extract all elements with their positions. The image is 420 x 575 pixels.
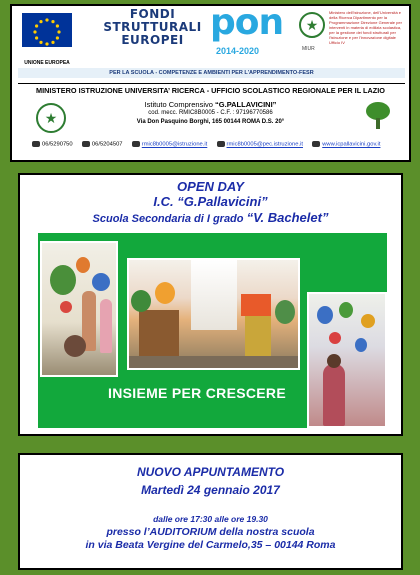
institute-name: I.C. “G.Pallavicini” bbox=[153, 194, 268, 209]
fondi-line: STRUTTURALI bbox=[103, 20, 202, 34]
school-line bbox=[20, 210, 401, 225]
appointment-time: dalle ore 17:30 alle ore 19.30 bbox=[153, 514, 268, 524]
appointment-box bbox=[18, 453, 403, 570]
email-link[interactable]: rmic8b0005@istruzione.it bbox=[141, 141, 208, 148]
fax-number: 06/5204507 bbox=[91, 141, 123, 148]
school-type: Istituto Comprensivo bbox=[144, 100, 213, 109]
eu-label: UNIONE EUROPEA bbox=[24, 60, 70, 66]
eu-logo bbox=[18, 10, 76, 72]
letterhead bbox=[10, 4, 411, 162]
eu-flag-icon bbox=[22, 13, 72, 47]
italian-republic-emblem-icon: ★ bbox=[299, 12, 325, 38]
email-icon bbox=[132, 141, 140, 147]
fax-icon bbox=[82, 141, 90, 147]
school-header bbox=[12, 100, 409, 109]
school-name: “G.PALLAVICINI” bbox=[215, 100, 277, 109]
secondary-school-name: “V. Bachelet” bbox=[246, 210, 329, 225]
ministry-line: MINISTERO ISTRUZIONE UNIVERSITA’ RICERCA - UFFICIO SCOLASTICO REGIONALE PER IL LAZIO bbox=[36, 86, 385, 95]
pon-logo bbox=[208, 2, 293, 62]
school-codes: cod. mecc. RMIC8B0005 - C.F. : 97196770586 bbox=[148, 110, 273, 116]
school-prefix: Scuola Secondaria di I grado bbox=[92, 213, 244, 225]
school-address: Via Don Pasquino Borghi, 165 00144 ROMA D.S. 20° bbox=[136, 119, 285, 125]
photo-panel bbox=[38, 233, 387, 428]
fondi-line: EUROPEI bbox=[121, 33, 184, 47]
ministero-small-text: Ministero dell'Istruzione, dell'Università e della Ricerca Dipartimento per la Programmazione Direzione Generale per interventi in materia di edilizia scolastica, per la gestione dei fondi strutturali per l'istruzione e per l'innovazione digitale Ufficio IV bbox=[329, 10, 402, 45]
miur-label: MIUR bbox=[302, 46, 315, 52]
fesr-banner: PER LA SCUOLA - COMPETENZE E AMBIENTI PER L'APPRENDIMENTO-FESR bbox=[18, 68, 405, 78]
photo-girl-painting-wall bbox=[307, 292, 387, 428]
divider bbox=[18, 83, 405, 84]
appointment-date: Martedì 24 gennaio 2017 bbox=[141, 483, 280, 497]
open-day-box bbox=[18, 173, 403, 436]
slogan: INSIEME PER CRESCERE bbox=[108, 385, 286, 401]
photo-mural-corridor bbox=[127, 258, 300, 370]
pon-word: pon bbox=[210, 2, 284, 43]
open-day-title: OPEN DAY bbox=[177, 179, 244, 194]
fondi-line: FONDI bbox=[129, 7, 176, 21]
appointment-address: in via Beata Vergine del Carmelo,35 – 00144 Roma bbox=[85, 539, 336, 551]
phone-number: 06/5290750 bbox=[42, 141, 73, 148]
phone-icon bbox=[32, 141, 40, 147]
web-icon bbox=[312, 141, 320, 147]
pec-icon bbox=[217, 141, 225, 147]
appointment-place: presso l’AUDITORIUM della nostra scuola bbox=[106, 526, 315, 538]
fondi-strutturali-logo bbox=[100, 8, 205, 47]
contact-line bbox=[32, 141, 402, 148]
photo-children-painting bbox=[40, 241, 118, 377]
italian-republic-emblem-icon: ★ bbox=[36, 103, 66, 133]
website-link[interactable]: www.icpallavicini.gov.it bbox=[322, 141, 381, 148]
pec-link[interactable]: rmic8b0005@pec.istruzione.it bbox=[226, 141, 303, 148]
appointment-heading: NUOVO APPUNTAMENTO bbox=[136, 465, 285, 479]
pon-years: 2014-2020 bbox=[216, 46, 260, 56]
